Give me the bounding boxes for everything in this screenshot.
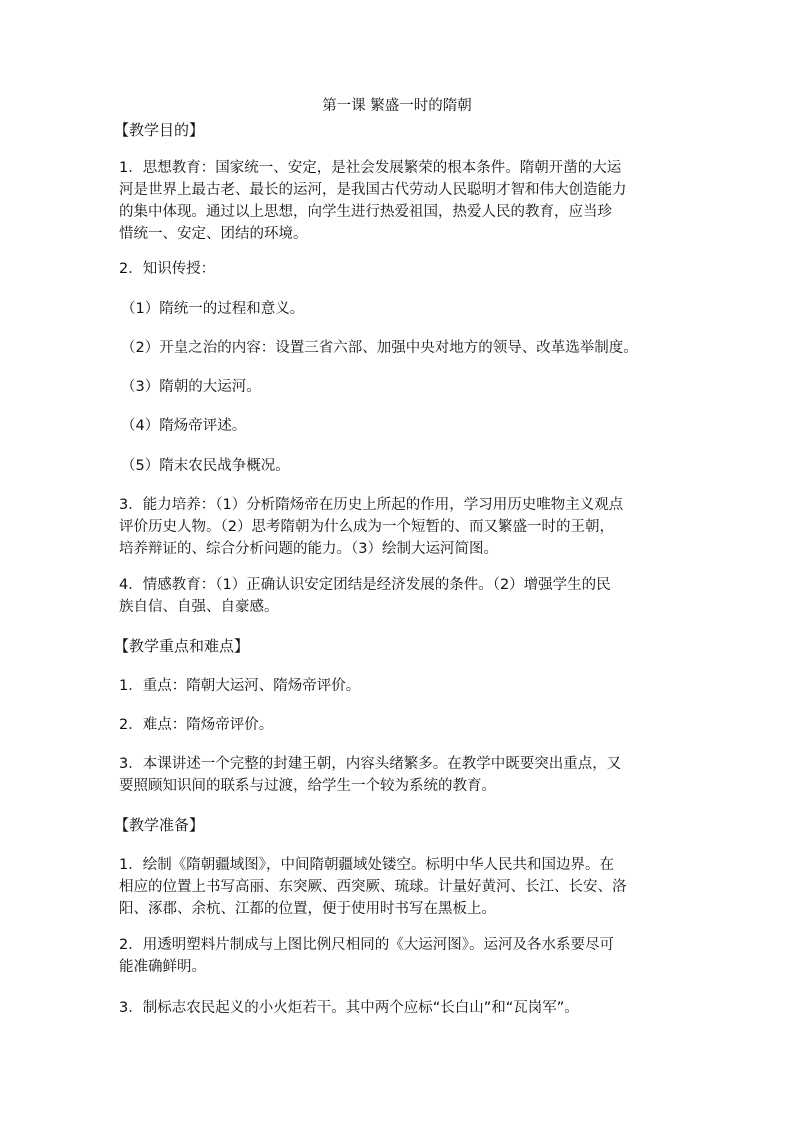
text-line: 相应的位置上书写高丽、东突厥、西突厥、琉球。计量好黄河、长江、长安、洛 xyxy=(119,879,627,895)
text-line: 要照顾知识间的联系与过渡，给学生一个较为系统的教育。 xyxy=(119,778,496,794)
preparation-paragraph-2 xyxy=(119,934,679,978)
knowledge-item-4: （4）隋炀帝评述。 xyxy=(121,418,247,434)
text-line: 3．本课讲述一个完整的封建王朝，内容头绪繁多。在教学中既要突出重点，又 xyxy=(119,756,622,772)
objectives-paragraph-1 xyxy=(119,157,679,245)
text-line: 4．情感教育：（1）正确认识安定团结是经济发展的条件。（2）增强学生的民 xyxy=(119,577,611,593)
text-line: 族自信、自强、自豪感。 xyxy=(119,599,279,615)
objectives-paragraph-2: 2．知识传授： xyxy=(119,261,216,277)
key-points-paragraph-1: 1．重点：隋朝大运河、隋炀帝评价。 xyxy=(119,678,361,694)
key-points-paragraph-3 xyxy=(119,753,679,797)
text-line: 1．思想教育：国家统一、安定，是社会发展繁荣的根本条件。隋朝开凿的大运 xyxy=(119,160,622,176)
preparation-paragraph-1 xyxy=(119,854,679,920)
knowledge-item-3: （3）隋朝的大运河。 xyxy=(121,379,261,395)
text-line: 的集中体现。通过以上思想，向学生进行热爱祖国，热爱人民的教育，应当珍 xyxy=(119,204,612,220)
text-line: 3．能力培养：（1）分析隋炀帝在历史上所起的作用，学习用历史唯物主义观点 xyxy=(119,497,624,513)
knowledge-item-1: （1）隋统一的过程和意义。 xyxy=(121,301,305,317)
text-line: 河是世界上最古老、最长的运河，是我国古代劳动人民聪明才智和伟大创造能力 xyxy=(119,182,627,198)
objectives-paragraph-4 xyxy=(119,574,679,618)
section-heading-key-points: 【教学重点和难点】 xyxy=(114,637,250,655)
key-points-paragraph-2: 2．难点：隋炀帝评价。 xyxy=(119,717,274,733)
preparation-paragraph-3: 3．制标志农民起义的小火炬若干。其中两个应标“长白山”和“瓦岗军”。 xyxy=(119,1000,579,1016)
section-heading-objectives: 【教学目的】 xyxy=(114,121,205,139)
knowledge-item-5: （5）隋末农民战争概况。 xyxy=(121,458,290,474)
text-line: 培养辩证的、综合分析问题的能力。（3）绘制大运河简图。 xyxy=(119,541,498,557)
text-line: 1．绘制《隋朝疆域图》，中间隋朝疆域处镂空。标明中华人民共和国边界。在 xyxy=(119,857,614,873)
objectives-paragraph-3 xyxy=(119,494,679,560)
lesson-title: 第一课 繁盛一时的隋朝 xyxy=(322,98,472,114)
text-line: 惜统一、安定、团结的环境。 xyxy=(119,226,308,242)
text-line: 能准确鲜明。 xyxy=(119,959,206,975)
section-heading-preparation: 【教学准备】 xyxy=(114,816,205,834)
knowledge-item-2: （2）开皇之治的内容：设置三省六部、加强中央对地方的领导、改革选举制度。 xyxy=(121,340,638,356)
text-line: 评价历史人物。（2）思考隋朝为什么成为一个短暂的、而又繁盛一时的王朝， xyxy=(119,519,614,535)
text-line: 2．用透明塑料片制成与上图比例尺相同的《大运河图》。运河及各水系要尽可 xyxy=(119,937,614,953)
text-line: 阳、涿郡、余杭、江都的位置，便于使用时书写在黑板上。 xyxy=(119,901,496,917)
